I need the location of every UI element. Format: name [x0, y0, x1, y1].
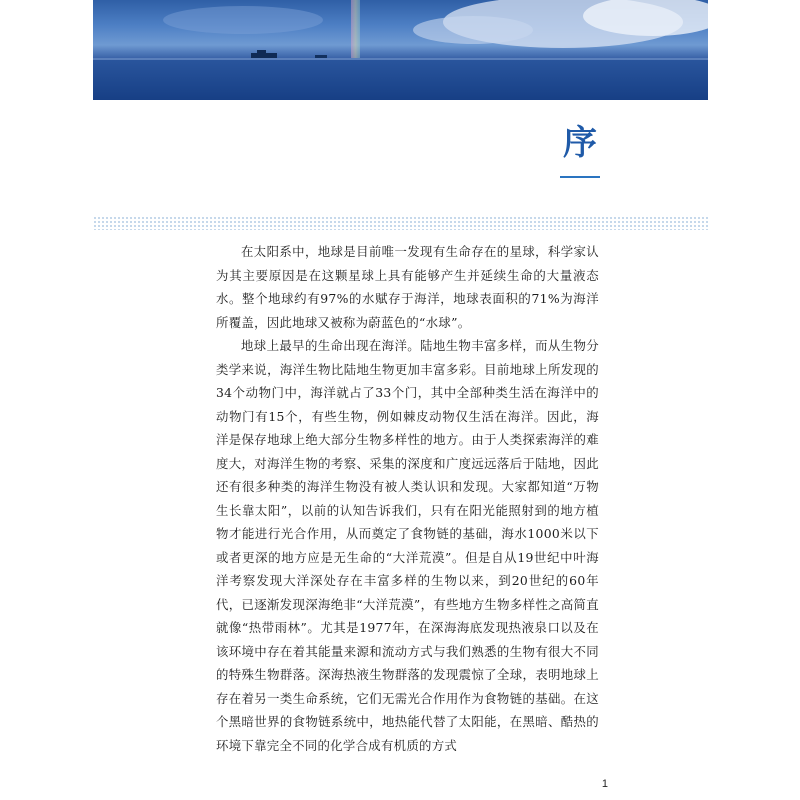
dotted-divider-band: [93, 216, 708, 230]
title-underline: [560, 176, 600, 178]
paragraph: 地球上最早的生命出现在海洋。陆地生物丰富多样，而从生物分类学来说，海洋生物比陆地生物更加丰富多彩。目前地球上所发现的34个动物门中，海洋就占了33个门，其中全部种类生活在海洋中的动物门有15个，有些生物，例如棘皮动物仅生活在海洋。因此，海洋是保存地球上绝大部分生物多样性的地方。由于人类探索海洋的难度大，对海洋生物的考察、采集的深度和广度远远落后于陆地，因此还有很多种类的海洋生物没有被人类认识和发现。大家都知道“万物生长靠太阳”，以前的认知告诉我们，只有在阳光能照射到的地方植物才能进行光合作用，从而奠定了食物链的基础，海水1000米以下或者更深的地方应是无生命的“大洋荒漠”。但是自从19世纪中叶海洋考察发现大洋深处存在丰富多样的生物以来，到20世纪的60年代，已逐渐发现深海绝非“大洋荒漠”，有些地方生物多样性之高简直就像“热带雨林”。尤其是1977年，在深海海底发现热液泉口以及在该环境中存在着其能量来源和流动方式与我们熟悉的生物有很大不同的特殊生物群落。深海热液生物群落的发现震惊了全球，表明地球上存在着另一类生命系统，它们无需光合作用作为食物链的基础。在这个黑暗世界的食物链系统中，地热能代替了太阳能，在黑暗、酷热的环境下靠完全不同的化学合成有机质的方式: [216, 338, 599, 753]
page-number: 1: [601, 778, 608, 790]
ocean-scene-illustration: [93, 0, 708, 100]
ship-silhouette: [251, 53, 277, 58]
paragraph: 在太阳系中，地球是目前唯一发现有生命存在的星球，科学家认为其主要原因是在这颗星球上具有能够产生并延续生命的大量液态水。整个地球约有97%的水赋存于海洋，地球表面积的71%为海洋所覆盖，因此地球又被称为蔚蓝色的“水球”。: [216, 244, 599, 330]
hero-ocean-photo: [93, 0, 708, 100]
preface-body: [216, 240, 599, 757]
preface-heading: [560, 118, 600, 182]
page-title: 序: [563, 123, 597, 163]
